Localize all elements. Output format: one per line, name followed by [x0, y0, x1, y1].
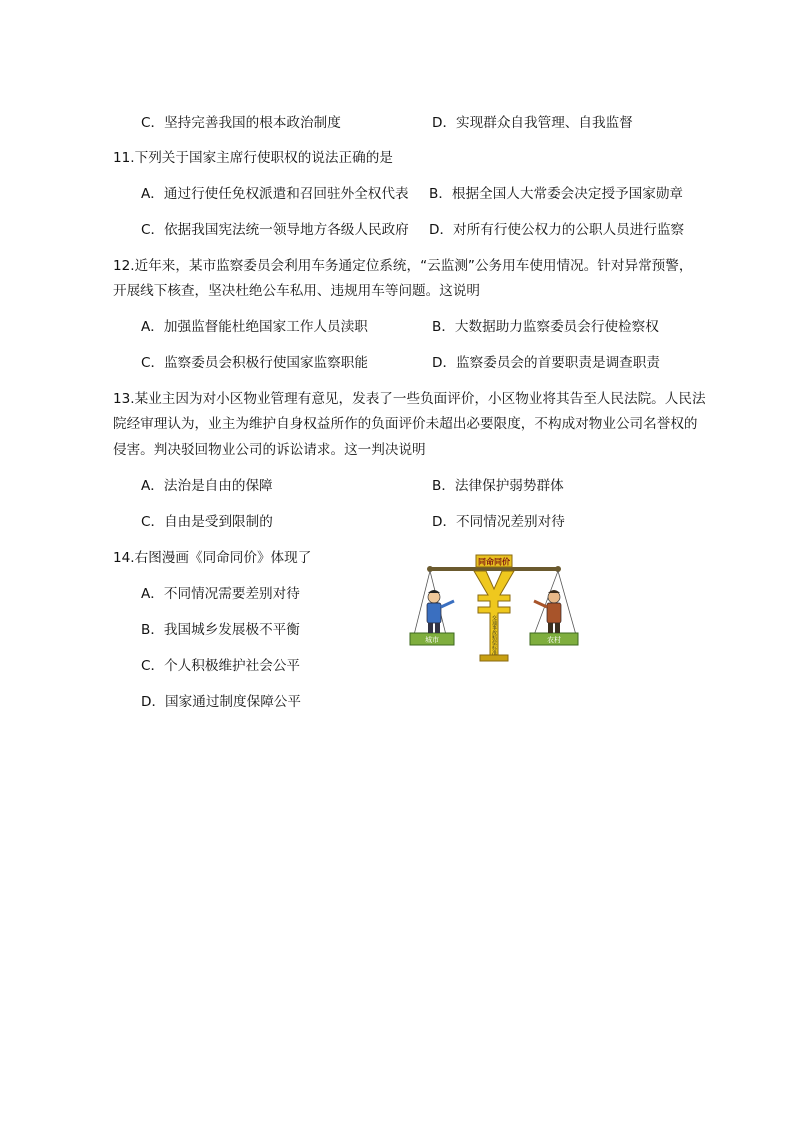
- comic-balance-scale-image: [406, 549, 581, 667]
- q13-stem-line3: 侵害。判决驳回物业公司的诉讼请求。这一判决说明: [113, 442, 426, 458]
- q12-stem-line2: 开展线下核查，坚决杜绝公车私用、违规用车等问题。这说明: [113, 283, 481, 299]
- q14-option-a: A．不同情况需要差别对待: [141, 586, 300, 602]
- scale-beam: [428, 567, 560, 571]
- city-man-figure: [427, 590, 454, 633]
- right-pan-label: 农村: [547, 636, 561, 644]
- q11-stem: 11.下列关于国家主席行使职权的说法正确的是: [113, 150, 393, 166]
- q12-option-d: D．监察委员会的首要职责是调查职责: [432, 355, 660, 371]
- q10-option-c: C．坚持完善我国的根本政治制度: [141, 115, 341, 131]
- q11-option-a: A．通过行使任免权派遣和召回驻外全权代表: [141, 186, 409, 202]
- q12-option-b: B．大数据助力监察委员会行使检察权: [432, 319, 659, 335]
- rural-man-figure: [534, 590, 561, 633]
- q13-option-a: A．法治是自由的保障: [141, 478, 273, 494]
- q14-option-c: C．个人积极维护社会公平: [141, 658, 301, 674]
- q14-stem: 14.右图漫画《同命同价》体现了: [113, 550, 312, 566]
- comic-title: 同命同价: [478, 557, 510, 567]
- q11-option-b: B．根据全国人大常委会决定授予国家勋章: [429, 186, 684, 202]
- q13-stem-line1: 13.某业主因为对小区物业管理有意见，发表了一些负面评价，小区物业将其告至人民法院。人民法: [113, 391, 706, 407]
- q13-option-c: C．自由是受到限制的: [141, 514, 273, 530]
- q12-stem-line1: 12.近年来，某市监察委员会利用车务通定位系统，“云监测”公务用车使用情况。针对异常预警，: [113, 258, 693, 274]
- q11-option-c: C．依据我国宪法统一领导地方各级人民政府: [141, 222, 409, 238]
- yuan-pillar: [474, 571, 514, 661]
- q12-option-a: A．加强监督能杜绝国家工作人员渎职: [141, 319, 368, 335]
- q14-option-d: D．国家通过制度保障公平: [141, 694, 301, 710]
- q12-option-c: C．监察委员会积极行使国家监察职能: [141, 355, 368, 371]
- q13-option-d: D．不同情况差别对待: [432, 514, 565, 530]
- q11-option-d: D．对所有行使公权力的公职人员进行监察: [429, 222, 685, 238]
- left-pan-label: 城市: [425, 636, 439, 644]
- q10-option-d: D．实现群众自我管理、自我监督: [432, 115, 633, 131]
- q13-stem-line2: 院经审理认为，业主为维护自身权益所作的负面评价未超出必要限度，不构成对物业公司名誉权的: [113, 416, 698, 432]
- q13-option-b: B．法律保护弱势群体: [432, 478, 564, 494]
- q14-option-b: B．我国城乡发展极不平衡: [141, 622, 300, 638]
- pillar-text: 交通事故赔偿标准: [491, 615, 497, 655]
